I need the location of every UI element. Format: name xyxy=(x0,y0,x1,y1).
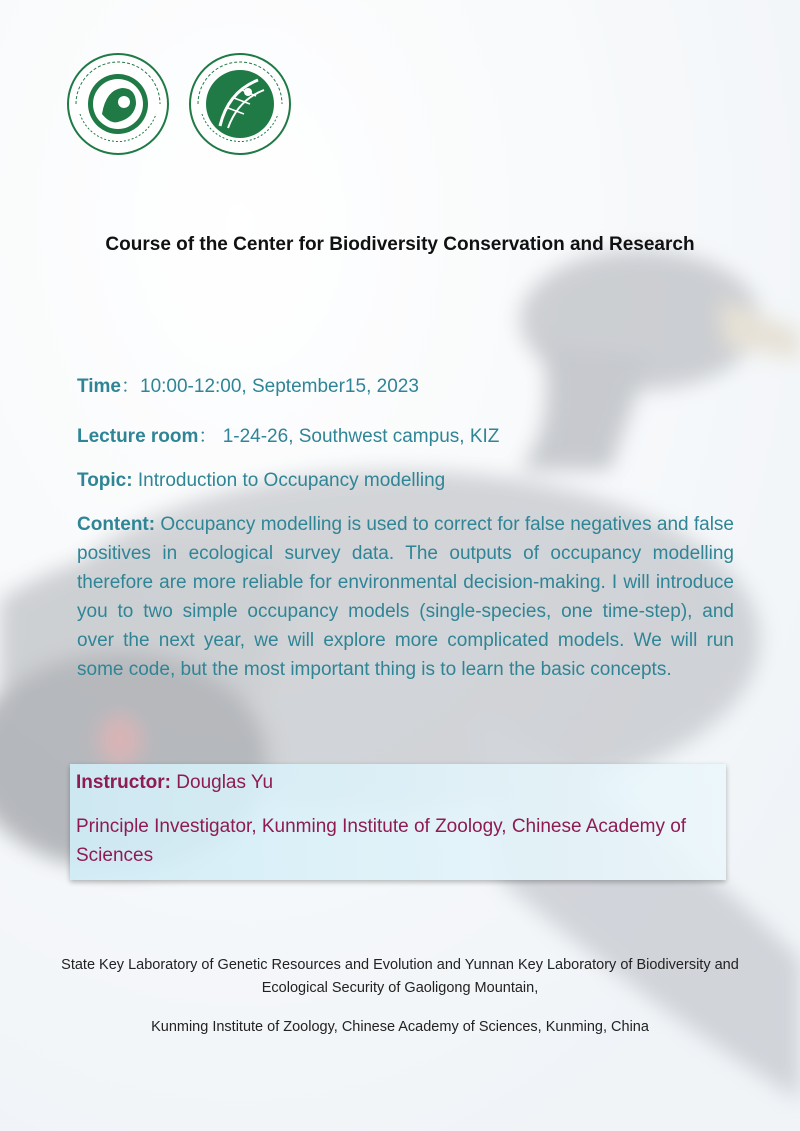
lecture-room-value: ： 1-24-26, Southwest campus, KIZ xyxy=(198,426,500,447)
state-key-laboratory-logo xyxy=(188,52,292,156)
time-value: ：10:00-12:00, September15, 2023 xyxy=(121,376,419,397)
kunming-institute-logo xyxy=(66,52,170,156)
lecture-room-line xyxy=(77,422,734,451)
course-title: Course of the Center for Biodiversity Conservation and Research xyxy=(105,234,695,255)
topic-label: Topic: xyxy=(77,470,133,491)
lecture-room-label: Lecture room xyxy=(77,426,199,447)
instructor-line xyxy=(76,768,722,797)
time-line xyxy=(77,372,734,401)
topic-line xyxy=(77,466,734,495)
footer-institute: Kunming Institute of Zoology, Chinese Academy of Sciences, Kunming, China xyxy=(151,1019,649,1035)
instructor-name: Douglas Yu xyxy=(171,772,274,793)
instructor-label: Instructor: xyxy=(76,772,171,793)
topic-value: Introduction to Occupancy modelling xyxy=(132,470,446,491)
content-label: Content: xyxy=(77,514,156,535)
content-paragraph xyxy=(77,510,734,684)
footer-affiliation: State Key Laboratory of Genetic Resources and Evolution and Yunnan Key Laboratory of Biodiversity and Ecological Security of Gaoligong Mountain, xyxy=(61,957,739,996)
content-value: Occupancy modelling is used to correct for false negatives and false positives in ecological survey data. The outputs of occupancy modelling therefore are more reliable for environmental decision-making. I will introduce you to two simple occupancy models (single-species, one time-step), and over the next year, we will explore more complicated models. We will run some code, but the most important thing is to learn the basic concepts. xyxy=(77,514,734,680)
instructor-box xyxy=(70,764,726,880)
instructor-title: Principle Investigator, Kunming Institute of Zoology, Chinese Academy of Sciences xyxy=(76,816,687,866)
time-label: Time xyxy=(77,376,122,397)
